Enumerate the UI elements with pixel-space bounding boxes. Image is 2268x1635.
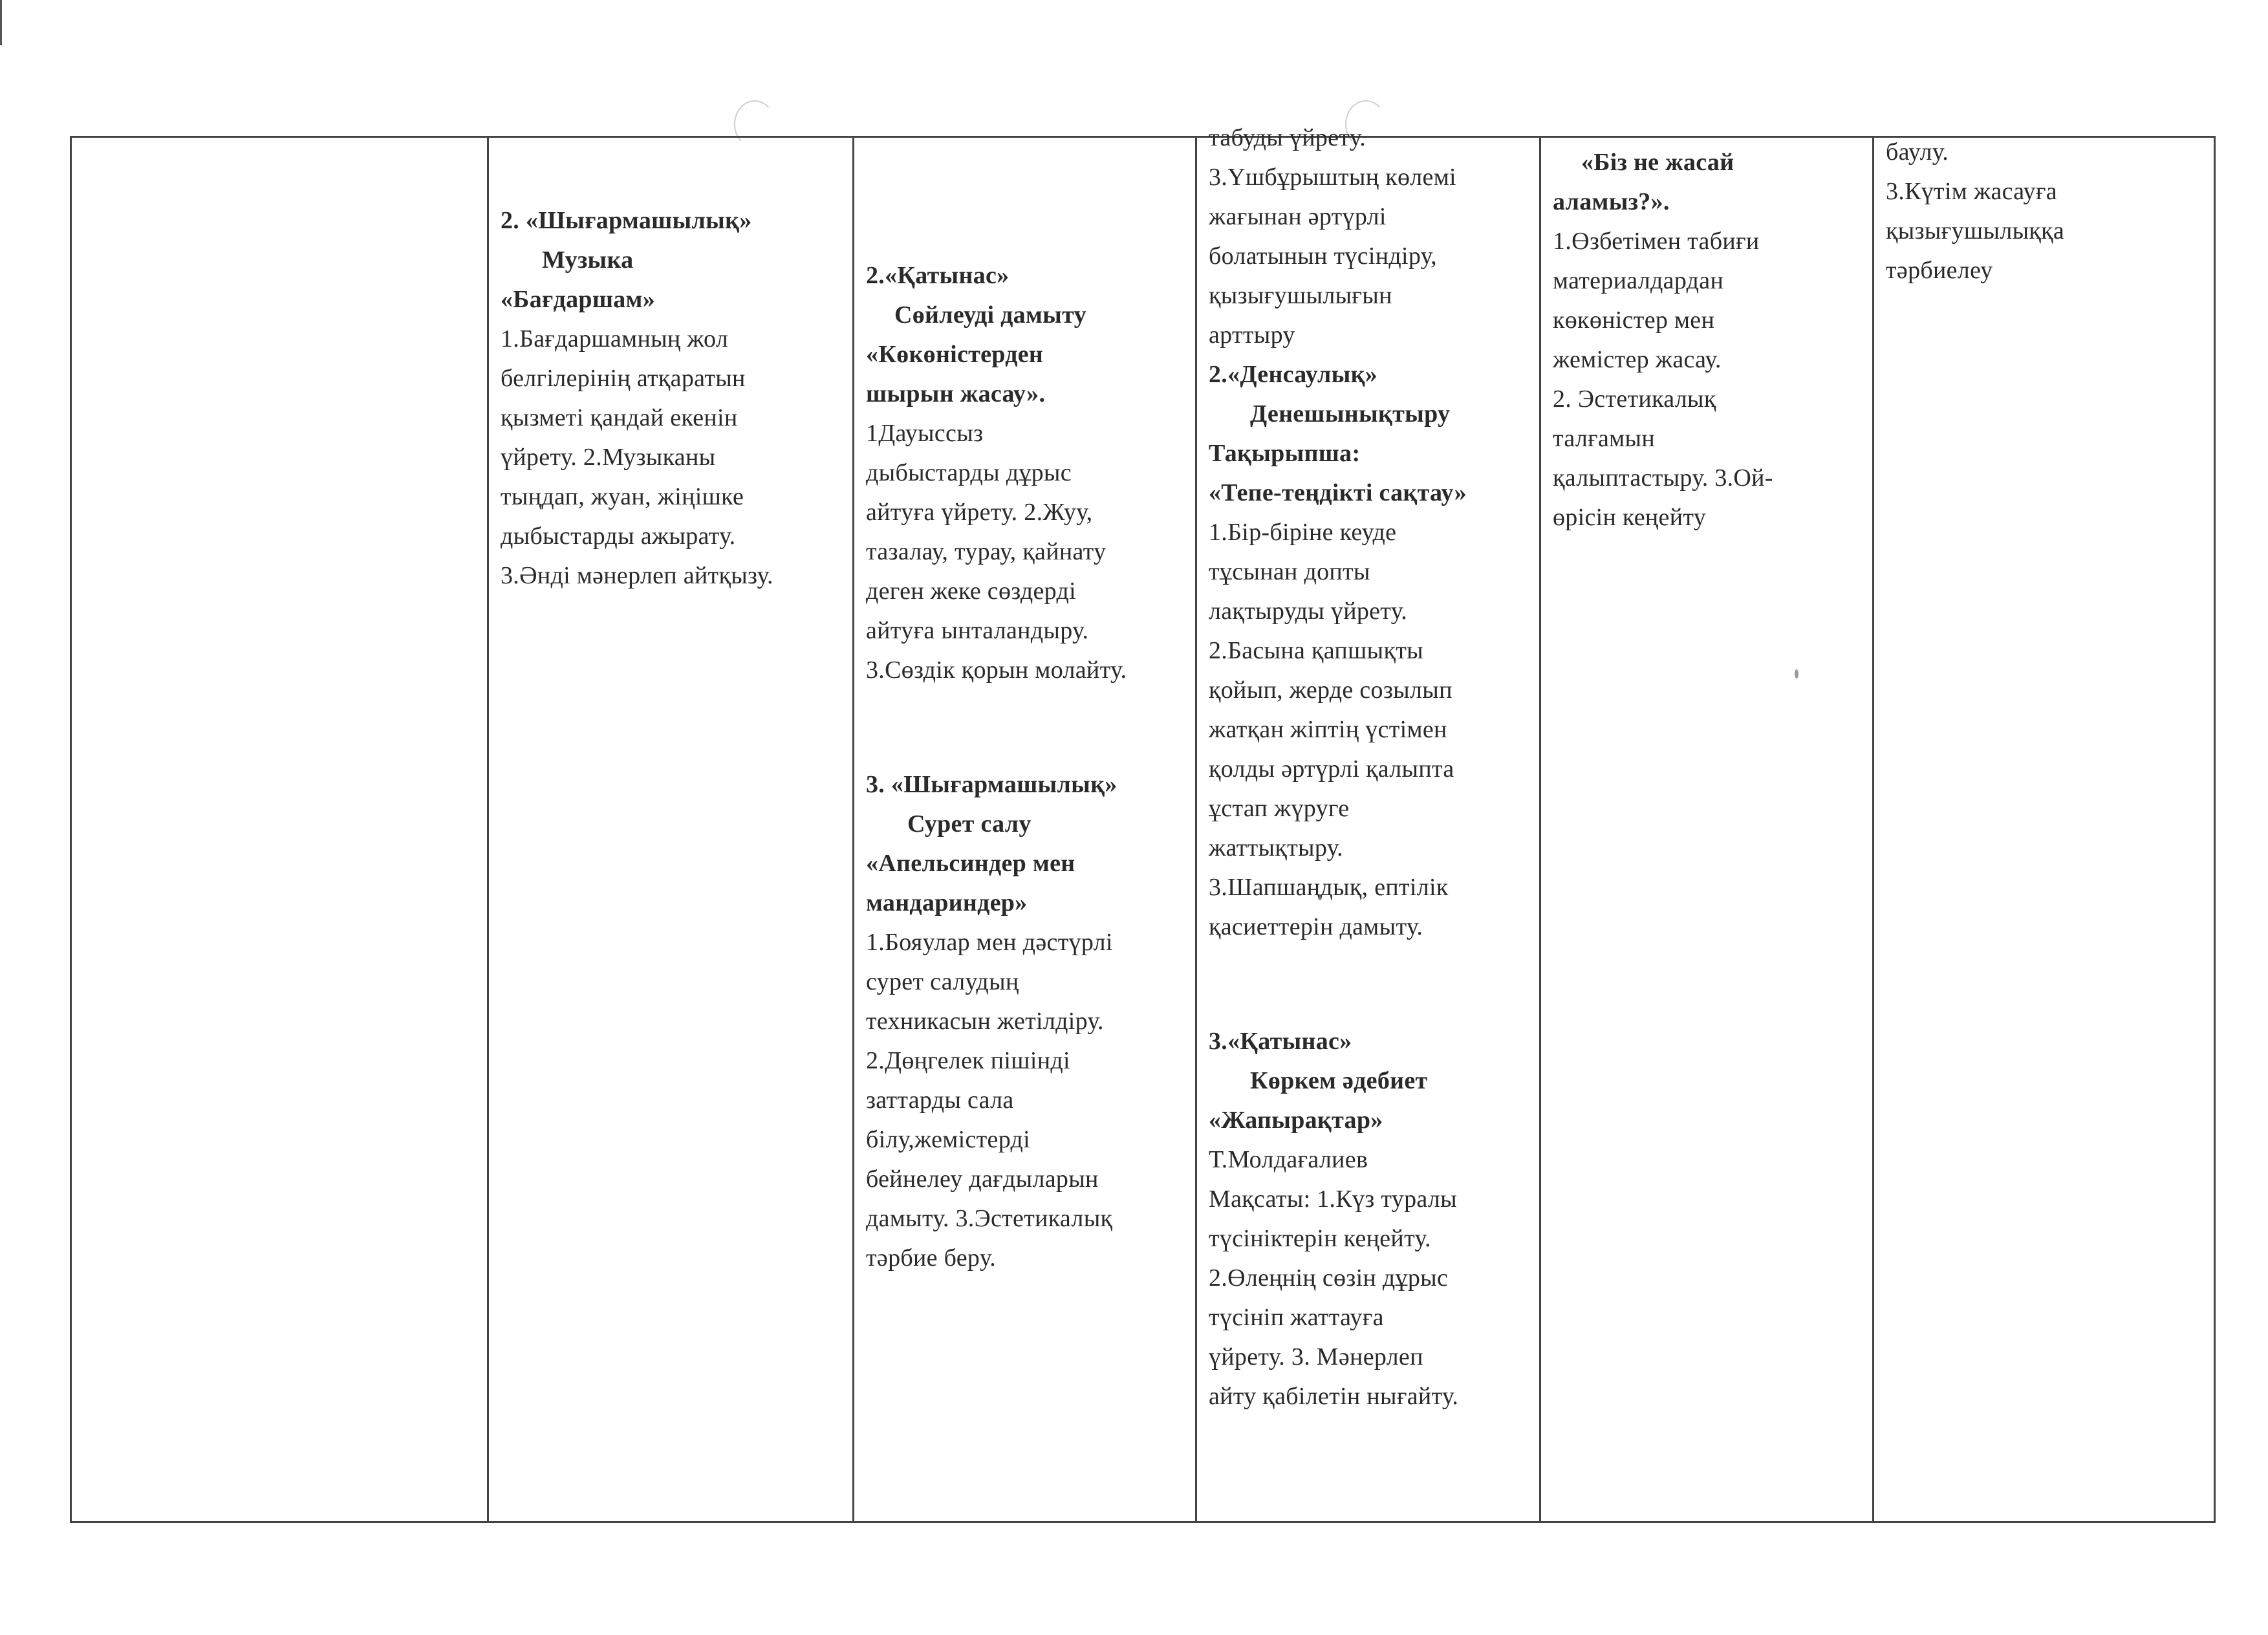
heading-line: «Жапырақтар» bbox=[1209, 1107, 1383, 1134]
text-line: тәрбие беру. bbox=[866, 1244, 997, 1272]
text-line: 1.Бағдаршамның жол bbox=[501, 325, 729, 352]
lesson-plan-table bbox=[70, 124, 2216, 1523]
text-line: тәрбиелеу bbox=[1886, 257, 1993, 284]
text-line: заттарды сала bbox=[866, 1087, 1014, 1114]
text-line: қойып, жерде созылып bbox=[1209, 677, 1453, 704]
text-line: бейнелеу дағдыларын bbox=[866, 1165, 1099, 1193]
text-line: жемістер жасау. bbox=[1553, 346, 1722, 373]
column-4-cell bbox=[1540, 137, 1874, 1522]
heading-line: «Біз не жасай bbox=[1581, 149, 1734, 176]
heading-line: 2.«Денсаулық» bbox=[1209, 361, 1378, 388]
text-line: үйрету. 3. Мәнерлеп bbox=[1209, 1343, 1423, 1370]
text-line: деген жеке сөздерді bbox=[866, 578, 1076, 605]
paragraph-gap bbox=[866, 715, 1183, 741]
heading-line: «Бағдаршам» bbox=[501, 286, 656, 313]
text-line: материалдардан bbox=[1553, 267, 1724, 294]
heading-line: «Апельсиндер мен bbox=[866, 850, 1075, 877]
text-line: 3.Сөздік қорын молайту. bbox=[866, 656, 1127, 684]
text-line: жатқан жіптің үстімен bbox=[1209, 716, 1447, 743]
text-line: баулу. bbox=[1886, 138, 1949, 166]
text-line: қалыптастыру. 3.Ой- bbox=[1553, 464, 1773, 492]
text-line: арттыру bbox=[1209, 321, 1295, 349]
heading-line: Сөйлеуді дамыту bbox=[894, 301, 1086, 329]
text-line: тазалау, турау, қайнату bbox=[866, 538, 1107, 565]
table-row bbox=[71, 137, 2215, 1522]
column-1-cell bbox=[488, 137, 854, 1522]
heading-line: шырын жасау». bbox=[866, 380, 1046, 407]
paragraph-gap bbox=[1209, 971, 1528, 997]
text-line: тұсынан допты bbox=[1209, 558, 1370, 585]
text-line: болатынын түсіндіру, bbox=[1209, 243, 1437, 270]
text-line: түсініп жаттауға bbox=[1209, 1304, 1384, 1331]
heading-line: мандариндер» bbox=[866, 889, 1028, 916]
text-line: қызығушылыққа bbox=[1886, 217, 2065, 244]
heading-line: Денешынықтыру bbox=[1250, 400, 1451, 428]
text-line: табуды үйрету. bbox=[1209, 124, 1366, 151]
heading-line: Тақырыпша: bbox=[1209, 440, 1361, 467]
column-3-cell bbox=[1196, 124, 1540, 1522]
text-line: техникасын жетілдіру. bbox=[866, 1008, 1104, 1035]
text-line: 3.Әнді мәнерлеп айтқызу. bbox=[501, 562, 773, 589]
text-line: Мақсаты: 1.Күз туралы bbox=[1209, 1186, 1457, 1213]
text-line: талғамын bbox=[1553, 425, 1655, 452]
text-line: 1.Бояулар мен дәстүрлі bbox=[866, 929, 1113, 956]
text-line: қолды әртүрлі қалыпта bbox=[1209, 755, 1454, 783]
column-0-cell bbox=[71, 137, 488, 1522]
heading-line: «Тепе-теңдікті сақтау» bbox=[1209, 479, 1467, 506]
text-line: жаттықтыру. bbox=[1209, 834, 1343, 861]
text-line: үйрету. 2.Музыканы bbox=[501, 444, 716, 471]
text-line: көкөністер мен bbox=[1553, 307, 1715, 334]
text-line: лақтыруды үйрету. bbox=[1209, 598, 1408, 625]
text-line: 2.Дөңгелек пішінді bbox=[866, 1047, 1070, 1074]
scan-edge-mark bbox=[0, 0, 2, 45]
heading-line: 2. «Шығармашылық» bbox=[501, 207, 752, 234]
text-line: жағынан әртүрлі bbox=[1209, 203, 1387, 230]
text-line: тыңдап, жуан, жіңішке bbox=[501, 483, 744, 510]
heading-line: аламыз?». bbox=[1553, 188, 1670, 215]
text-line: дамыту. 3.Эстетикалық bbox=[866, 1205, 1113, 1232]
text-line: білу,жемістерді bbox=[866, 1126, 1031, 1153]
column-2-cell bbox=[854, 137, 1196, 1522]
text-line: 2. Эстетикалық bbox=[1553, 385, 1716, 413]
text-line: Т.Молдағалиев bbox=[1209, 1146, 1368, 1173]
heading-line: Көркем әдебиет bbox=[1250, 1067, 1428, 1094]
text-line: қасиеттерін дамыту. bbox=[1209, 913, 1423, 940]
text-line: 2.Басына қапшықты bbox=[1209, 637, 1423, 664]
text-line: 3.Үшбұрыштың көлемі bbox=[1209, 164, 1456, 191]
text-line: ұстап жүруге bbox=[1209, 795, 1350, 822]
heading-line: 3.«Қатынас» bbox=[1209, 1028, 1352, 1055]
text-line: айту қабілетін нығайту. bbox=[1209, 1383, 1459, 1410]
heading-line: 3. «Шығармашылық» bbox=[866, 771, 1118, 798]
text-line: түсініктерін кеңейту. bbox=[1209, 1225, 1431, 1252]
text-line: айтуға ынталандыру. bbox=[866, 617, 1089, 644]
text-line: 2.Өлеңнің сөзін дұрыс bbox=[1209, 1264, 1449, 1292]
text-line: қызметі қандай екенін bbox=[501, 404, 738, 431]
heading-line: «Көкөністерден bbox=[866, 341, 1044, 368]
text-line: белгілерінің атқаратын bbox=[501, 365, 746, 392]
text-line: 3.Күтім жасауға bbox=[1886, 178, 2057, 205]
text-line: 1.Бір-біріне кеуде bbox=[1209, 519, 1397, 546]
text-line: 1Дауыссыз bbox=[866, 420, 984, 447]
text-line: айтуға үйрету. 2.Жуу, bbox=[866, 499, 1093, 526]
text-line: қызығушылығын bbox=[1209, 282, 1392, 309]
text-line: өрісін кеңейту bbox=[1553, 504, 1707, 531]
heading-line: Сурет салу bbox=[907, 810, 1031, 838]
heading-line: Музыка bbox=[542, 246, 634, 274]
column-5-cell bbox=[1874, 137, 2215, 1522]
text-line: 3.Шапшаңдық, ептілік bbox=[1209, 874, 1449, 901]
text-line: 1.Өзбетімен табиғи bbox=[1553, 228, 1760, 255]
text-line: дыбыстарды ажырату. bbox=[501, 523, 736, 550]
text-line: дыбыстарды дұрыс bbox=[866, 459, 1072, 486]
heading-line: 2.«Қатынас» bbox=[866, 262, 1010, 289]
text-line: сурет салудың bbox=[866, 968, 1019, 995]
